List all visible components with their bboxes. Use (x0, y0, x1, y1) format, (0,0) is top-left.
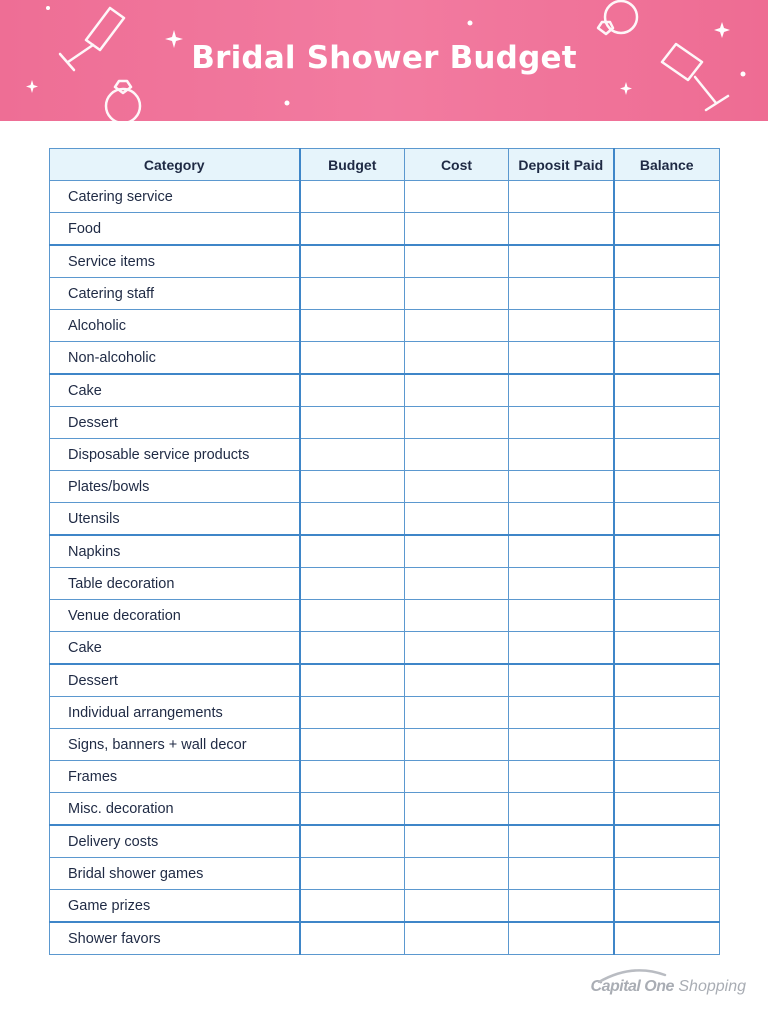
balance-cell[interactable] (614, 890, 720, 923)
budget-cell[interactable] (300, 342, 405, 375)
category-cell: Shower favors (50, 922, 300, 955)
balance-cell[interactable] (614, 825, 720, 858)
budget-cell[interactable] (300, 761, 405, 793)
budget-cell[interactable] (300, 793, 405, 826)
balance-cell[interactable] (614, 729, 720, 761)
deposit-paid-cell[interactable] (509, 310, 614, 342)
balance-cell[interactable] (614, 181, 720, 213)
balance-cell[interactable] (614, 858, 720, 890)
budget-cell[interactable] (300, 922, 405, 955)
page-title: Bridal Shower Budget (191, 40, 577, 76)
sparkle-icon (714, 22, 730, 38)
table-row (50, 697, 720, 729)
sparkle-icon (468, 21, 473, 26)
category-cell: Catering service (50, 181, 300, 213)
deposit-paid-cell[interactable] (509, 245, 614, 278)
cost-cell[interactable] (405, 245, 509, 278)
category-cell: Napkins (50, 535, 300, 568)
budget-cell[interactable] (300, 632, 405, 665)
budget-cell[interactable] (300, 213, 405, 246)
balance-cell[interactable] (614, 310, 720, 342)
brand-secondary: Shopping (678, 978, 746, 995)
cost-cell[interactable] (405, 439, 509, 471)
cost-cell[interactable] (405, 181, 509, 213)
deposit-paid-cell[interactable] (509, 697, 614, 729)
brand-logo (591, 978, 746, 996)
category-cell: Non-alcoholic (50, 342, 300, 375)
deposit-paid-cell[interactable] (509, 890, 614, 923)
category-cell: Catering staff (50, 278, 300, 310)
budget-cell[interactable] (300, 600, 405, 632)
deposit-paid-cell[interactable] (509, 181, 614, 213)
deposit-paid-cell[interactable] (509, 407, 614, 439)
table-row (50, 890, 720, 923)
cost-cell[interactable] (405, 632, 509, 665)
category-cell: Service items (50, 245, 300, 278)
table-row (50, 825, 720, 858)
balance-cell[interactable] (614, 922, 720, 955)
sparkle-icon (620, 82, 632, 95)
budget-cell[interactable] (300, 503, 405, 536)
sparkle-icon (26, 80, 38, 93)
table-row (50, 407, 720, 439)
budget-table (49, 148, 720, 955)
table-row (50, 278, 720, 310)
balance-cell[interactable] (614, 374, 720, 407)
category-cell: Game prizes (50, 890, 300, 923)
table-row (50, 761, 720, 793)
category-cell: Venue decoration (50, 600, 300, 632)
table-row (50, 600, 720, 632)
cost-cell[interactable] (405, 310, 509, 342)
cost-cell[interactable] (405, 535, 509, 568)
cost-cell[interactable] (405, 407, 509, 439)
category-cell: Utensils (50, 503, 300, 536)
table-row (50, 471, 720, 503)
budget-cell[interactable] (300, 697, 405, 729)
balance-cell[interactable] (614, 697, 720, 729)
cost-cell[interactable] (405, 278, 509, 310)
sparkle-icon (285, 101, 290, 106)
cost-cell[interactable] (405, 503, 509, 536)
cost-cell[interactable] (405, 793, 509, 826)
table-row (50, 664, 720, 697)
swoosh-icon (597, 969, 667, 983)
category-cell: Delivery costs (50, 825, 300, 858)
category-cell: Cake (50, 632, 300, 665)
cost-cell[interactable] (405, 922, 509, 955)
balance-cell[interactable] (614, 535, 720, 568)
deposit-paid-cell[interactable] (509, 729, 614, 761)
balance-cell[interactable] (614, 407, 720, 439)
budget-cell[interactable] (300, 181, 405, 213)
deposit-paid-cell[interactable] (509, 858, 614, 890)
category-cell: Plates/bowls (50, 471, 300, 503)
cost-cell[interactable] (405, 568, 509, 600)
category-cell: Food (50, 213, 300, 246)
cost-cell[interactable] (405, 213, 509, 246)
category-cell: Signs, banners + wall decor (50, 729, 300, 761)
balance-cell[interactable] (614, 793, 720, 826)
category-cell: Frames (50, 761, 300, 793)
deposit-paid-cell[interactable] (509, 471, 614, 503)
header-banner (0, 0, 768, 121)
deposit-paid-cell[interactable] (509, 825, 614, 858)
brand-primary: Capital One (590, 978, 674, 995)
budget-cell[interactable] (300, 374, 405, 407)
balance-cell[interactable] (614, 664, 720, 697)
balance-cell[interactable] (614, 245, 720, 278)
deposit-paid-cell[interactable] (509, 568, 614, 600)
deposit-paid-cell[interactable] (509, 632, 614, 665)
table-row (50, 793, 720, 826)
table-row (50, 213, 720, 246)
budget-cell[interactable] (300, 664, 405, 697)
budget-cell[interactable] (300, 858, 405, 890)
budget-cell[interactable] (300, 535, 405, 568)
budget-cell[interactable] (300, 729, 405, 761)
cost-cell[interactable] (405, 761, 509, 793)
deposit-paid-cell[interactable] (509, 503, 614, 536)
table-row (50, 535, 720, 568)
category-cell: Alcoholic (50, 310, 300, 342)
column-header-balance: Balance (614, 149, 720, 181)
deposit-paid-cell[interactable] (509, 664, 614, 697)
cost-cell[interactable] (405, 471, 509, 503)
column-header-deposit-paid: Deposit Paid (509, 149, 614, 181)
category-cell: Bridal shower games (50, 858, 300, 890)
budget-cell[interactable] (300, 310, 405, 342)
table-body (50, 181, 720, 955)
column-header-cost: Cost (405, 149, 509, 181)
budget-cell[interactable] (300, 278, 405, 310)
column-header-budget: Budget (300, 149, 405, 181)
table-row (50, 858, 720, 890)
diamond-ring-icon (598, 1, 637, 34)
cost-cell[interactable] (405, 374, 509, 407)
table-row (50, 568, 720, 600)
budget-cell[interactable] (300, 471, 405, 503)
cost-cell[interactable] (405, 825, 509, 858)
table-row (50, 374, 720, 407)
balance-cell[interactable] (614, 632, 720, 665)
cost-cell[interactable] (405, 890, 509, 923)
deposit-paid-cell[interactable] (509, 761, 614, 793)
deposit-paid-cell[interactable] (509, 342, 614, 375)
table-row (50, 922, 720, 955)
deposit-paid-cell[interactable] (509, 213, 614, 246)
balance-cell[interactable] (614, 503, 720, 536)
category-cell: Individual arrangements (50, 697, 300, 729)
table-row (50, 632, 720, 665)
category-cell: Cake (50, 374, 300, 407)
category-cell: Disposable service products (50, 439, 300, 471)
budget-cell[interactable] (300, 407, 405, 439)
table-header-row (50, 149, 720, 181)
deposit-paid-cell[interactable] (509, 278, 614, 310)
deposit-paid-cell[interactable] (509, 793, 614, 826)
balance-cell[interactable] (614, 278, 720, 310)
table-row (50, 310, 720, 342)
balance-cell[interactable] (614, 439, 720, 471)
column-header-category: Category (50, 149, 300, 181)
balance-cell[interactable] (614, 600, 720, 632)
deposit-paid-cell[interactable] (509, 439, 614, 471)
category-cell: Dessert (50, 407, 300, 439)
table-row (50, 342, 720, 375)
deposit-paid-cell[interactable] (509, 600, 614, 632)
category-cell: Dessert (50, 664, 300, 697)
table-row (50, 181, 720, 213)
cost-cell[interactable] (405, 664, 509, 697)
deposit-paid-cell[interactable] (509, 922, 614, 955)
balance-cell[interactable] (614, 471, 720, 503)
diamond-ring-icon (106, 81, 140, 121)
sparkle-icon (46, 6, 50, 10)
table-row (50, 245, 720, 278)
balance-cell[interactable] (614, 761, 720, 793)
budget-cell[interactable] (300, 890, 405, 923)
table-row (50, 729, 720, 761)
cost-cell[interactable] (405, 600, 509, 632)
budget-cell[interactable] (300, 825, 405, 858)
deposit-paid-cell[interactable] (509, 374, 614, 407)
cost-cell[interactable] (405, 858, 509, 890)
table-row (50, 503, 720, 536)
budget-cell[interactable] (300, 568, 405, 600)
table-row (50, 439, 720, 471)
balance-cell[interactable] (614, 213, 720, 246)
cost-cell[interactable] (405, 697, 509, 729)
balance-cell[interactable] (614, 342, 720, 375)
cost-cell[interactable] (405, 342, 509, 375)
budget-cell[interactable] (300, 439, 405, 471)
balance-cell[interactable] (614, 568, 720, 600)
deposit-paid-cell[interactable] (509, 535, 614, 568)
category-cell: Misc. decoration (50, 793, 300, 826)
category-cell: Table decoration (50, 568, 300, 600)
budget-cell[interactable] (300, 245, 405, 278)
cost-cell[interactable] (405, 729, 509, 761)
